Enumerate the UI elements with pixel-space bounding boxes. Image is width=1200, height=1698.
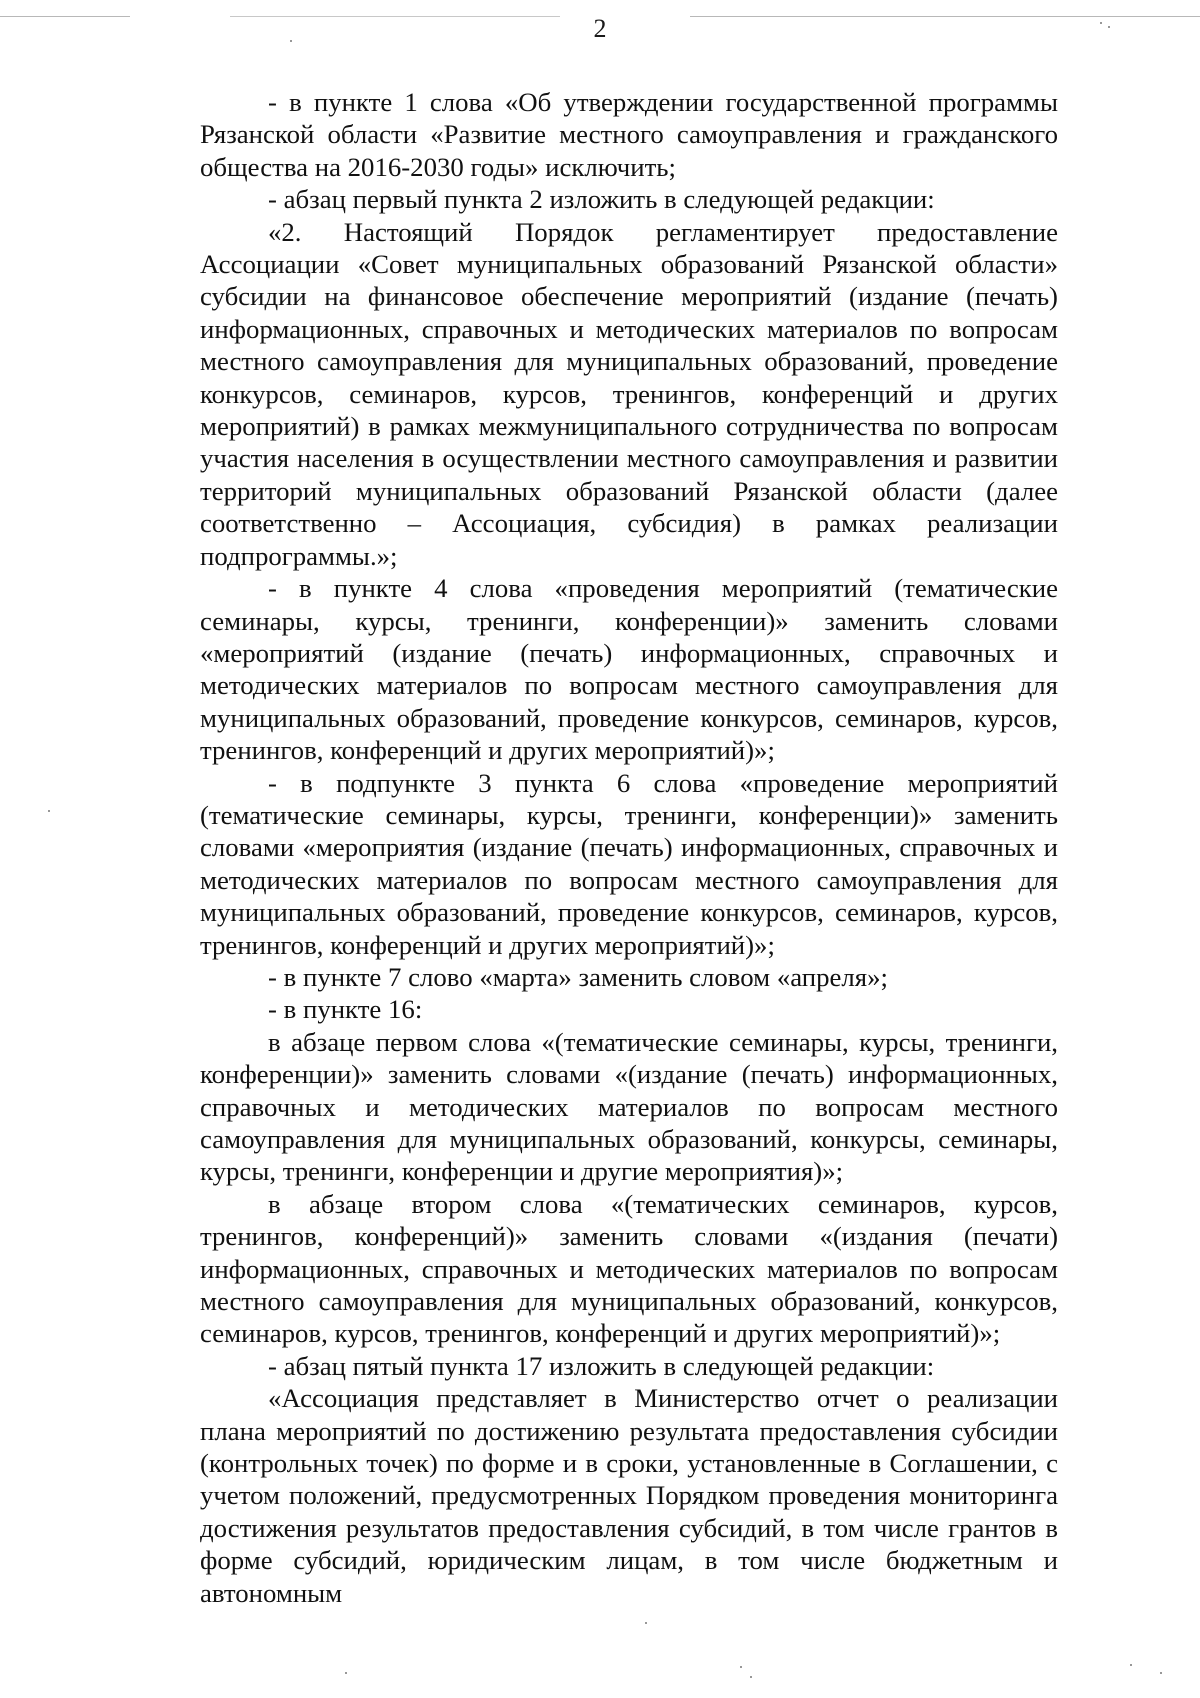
- paragraph: в абзаце втором слова «(тематических семинаров, курсов, тренингов, конференций)» заменить словами «(издания (печати) информационных, справочных и методических материалов по вопросам местного самоуправления для муниципальных образований, конкурсов, семинаров, курсов, тренингов, конференций и других мероприятий)»;: [200, 1188, 1058, 1349]
- scan-speck: [645, 1622, 647, 1624]
- scan-speck: [1160, 1672, 1162, 1674]
- paragraph: - в подпункте 3 пункта 6 слова «проведение мероприятий (тематические семинары, курсы, тренинги, конференции)» заменить словами «мероприятия (издание (печать) информационных, справочных и методических материалов по вопросам местного самоуправления для муниципальных образований, проведение конкурсов, семинаров, курсов, тренингов, конференций и других мероприятий)»;: [200, 767, 1058, 960]
- paragraph: - в пункте 16:: [268, 994, 423, 1025]
- scan-speck: [740, 1666, 742, 1668]
- paragraph: - в пункте 1 слова «Об утверждении государственной программы Рязанской области «Развитие местного самоуправления и гражданского общества на 2016-2030 годы» исключить;: [200, 87, 1058, 182]
- paragraph: «2. Настоящий Порядок регламентирует предоставление Ассоциации «Совет муниципальных образований Рязанской области» субсидии на финансовое обеспечение мероприятий (издание (печать) информационных, справочных и методических материалов по вопросам местного самоуправления для муниципальных образований, проведение конкурсов, семинаров, курсов, тренингов, конференций и других мероприятий) в рамках межмуниципального сотрудничества по вопросам участия населения в осуществлении местного самоуправления и развитии территорий муниципальных образований Рязанской области (далее соответственно – Ассоциация, субсидия) в рамках реализации подпрограммы.»;: [200, 216, 1058, 571]
- paragraph: - абзац первый пункта 2 изложить в следующей редакции:: [268, 184, 935, 215]
- paragraph: «Ассоциация представляет в Министерство отчет о реализации плана мероприятий по достижению результата предоставления субсидии (контрольных точек) по форме и в сроки, установленные в Соглашении, с учетом положений, предусмотренных Порядком проведения мониторинга достижения результатов предоставления субсидий, в том числе грантов в форме субсидий, юридическим лицам, в том числе бюджетным и автономным: [200, 1383, 1058, 1608]
- paragraph: - в пункте 4 слова «проведения мероприятий (тематические семинары, курсы, тренинги, конференции)» заменить словами «мероприятий (издание (печать) информационных, справочных и методических материалов по вопросам местного самоуправления для муниципальных образований, проведение конкурсов, семинаров, курсов, тренингов, конференций и других мероприятий)»;: [200, 573, 1058, 766]
- paragraph: - абзац пятый пункта 17 изложить в следующей редакции:: [268, 1350, 935, 1381]
- scan-speck: [750, 1676, 752, 1678]
- scan-speck: [48, 810, 50, 812]
- page-number: 2: [593, 14, 607, 43]
- paragraph: - в пункте 7 слово «марта» заменить словом «апреля»;: [268, 961, 888, 992]
- paragraph: в абзаце первом слова «(тематические семинары, курсы, тренинги, конференции)» заменить словами «(издание (печать) информационных, справочных и методических материалов по вопросам местного самоуправления для муниципальных образований, конкурсы, семинары, курсы, тренинги, конференции и другие мероприятия)»;: [200, 1026, 1058, 1187]
- document-body: [200, 86, 1058, 1609]
- scan-speck: [345, 1672, 347, 1674]
- scan-speck: [1130, 1664, 1132, 1666]
